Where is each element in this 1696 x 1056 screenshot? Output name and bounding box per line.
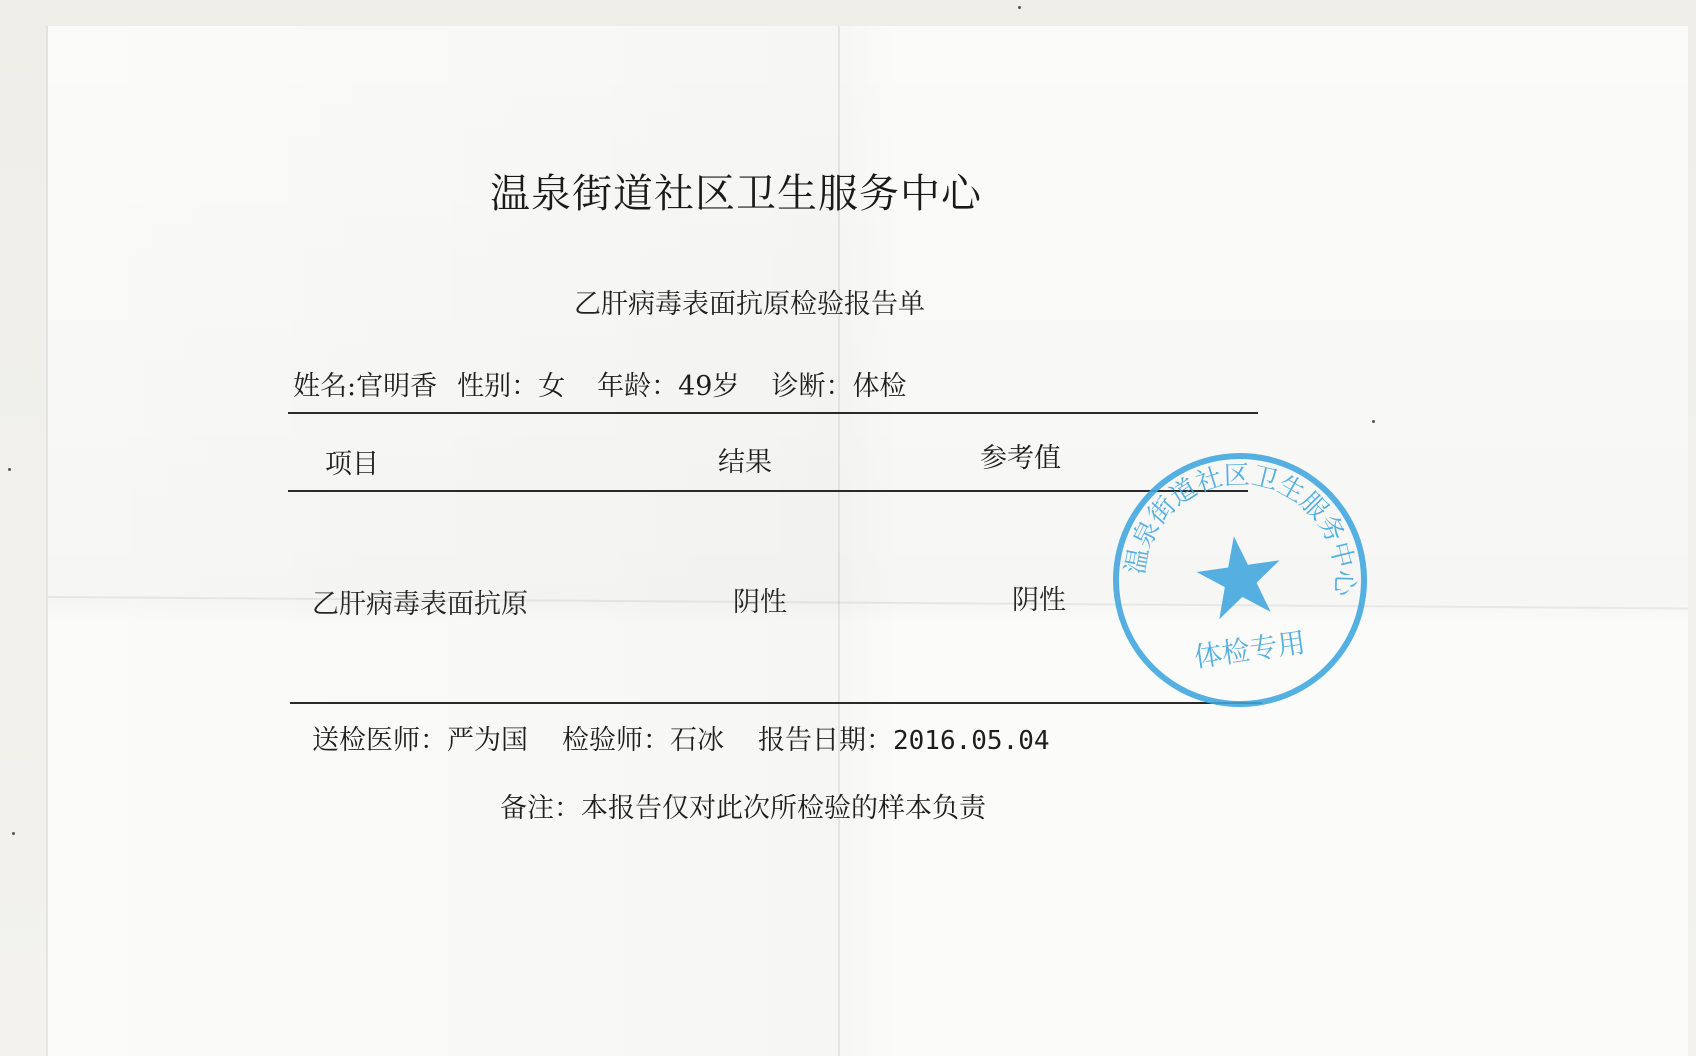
row-item: 乙肝病毒表面抗原 [312,589,528,620]
header-result: 结果 [718,447,772,478]
row-reference: 阴性 [1012,585,1066,616]
header-reference: 参考值 [980,443,1061,474]
speck [1372,420,1375,423]
patient-name: 官明香 [356,371,438,402]
patient-age: 49岁 [678,371,740,402]
org-title: 温泉街道社区卫生服务中心 [490,171,982,217]
name-label: 姓名: [293,371,357,402]
speck [1018,6,1021,9]
table-top-rule [288,412,1258,414]
gender-label: 性别： [457,371,539,402]
age-label: 年龄： [597,371,679,402]
date-label: 报告日期： [758,725,893,756]
speck [12,832,15,835]
seal-center-text: 体检专用 [1192,625,1308,674]
technician-label: 检验师： [562,725,670,756]
doctor-label: 送检医师： [312,725,447,756]
doctor-name: 严为国 [447,725,528,756]
remark: 备注：本报告仅对此次所检验的样本负责 [500,793,986,824]
speck [8,468,11,471]
table-bottom-rule [290,702,1262,704]
footer-row [312,718,1050,757]
patient-info-row [293,364,906,403]
seal-ring-text: 温泉街道社区卫生服务中心 [1120,460,1360,597]
official-seal [1091,431,1389,729]
paper-fold-horizontal [48,596,1688,609]
technician-name: 石冰 [670,725,724,756]
diagnosis-label: 诊断： [771,371,853,402]
seal-star-icon [1192,531,1286,622]
report-title: 乙肝病毒表面抗原检验报告单 [574,289,925,320]
report-date: 2016.05.04 [893,726,1050,756]
patient-diagnosis: 体检 [852,371,907,402]
header-item: 项目 [325,449,379,480]
row-result: 阴性 [733,587,787,618]
patient-gender: 女 [538,371,566,402]
